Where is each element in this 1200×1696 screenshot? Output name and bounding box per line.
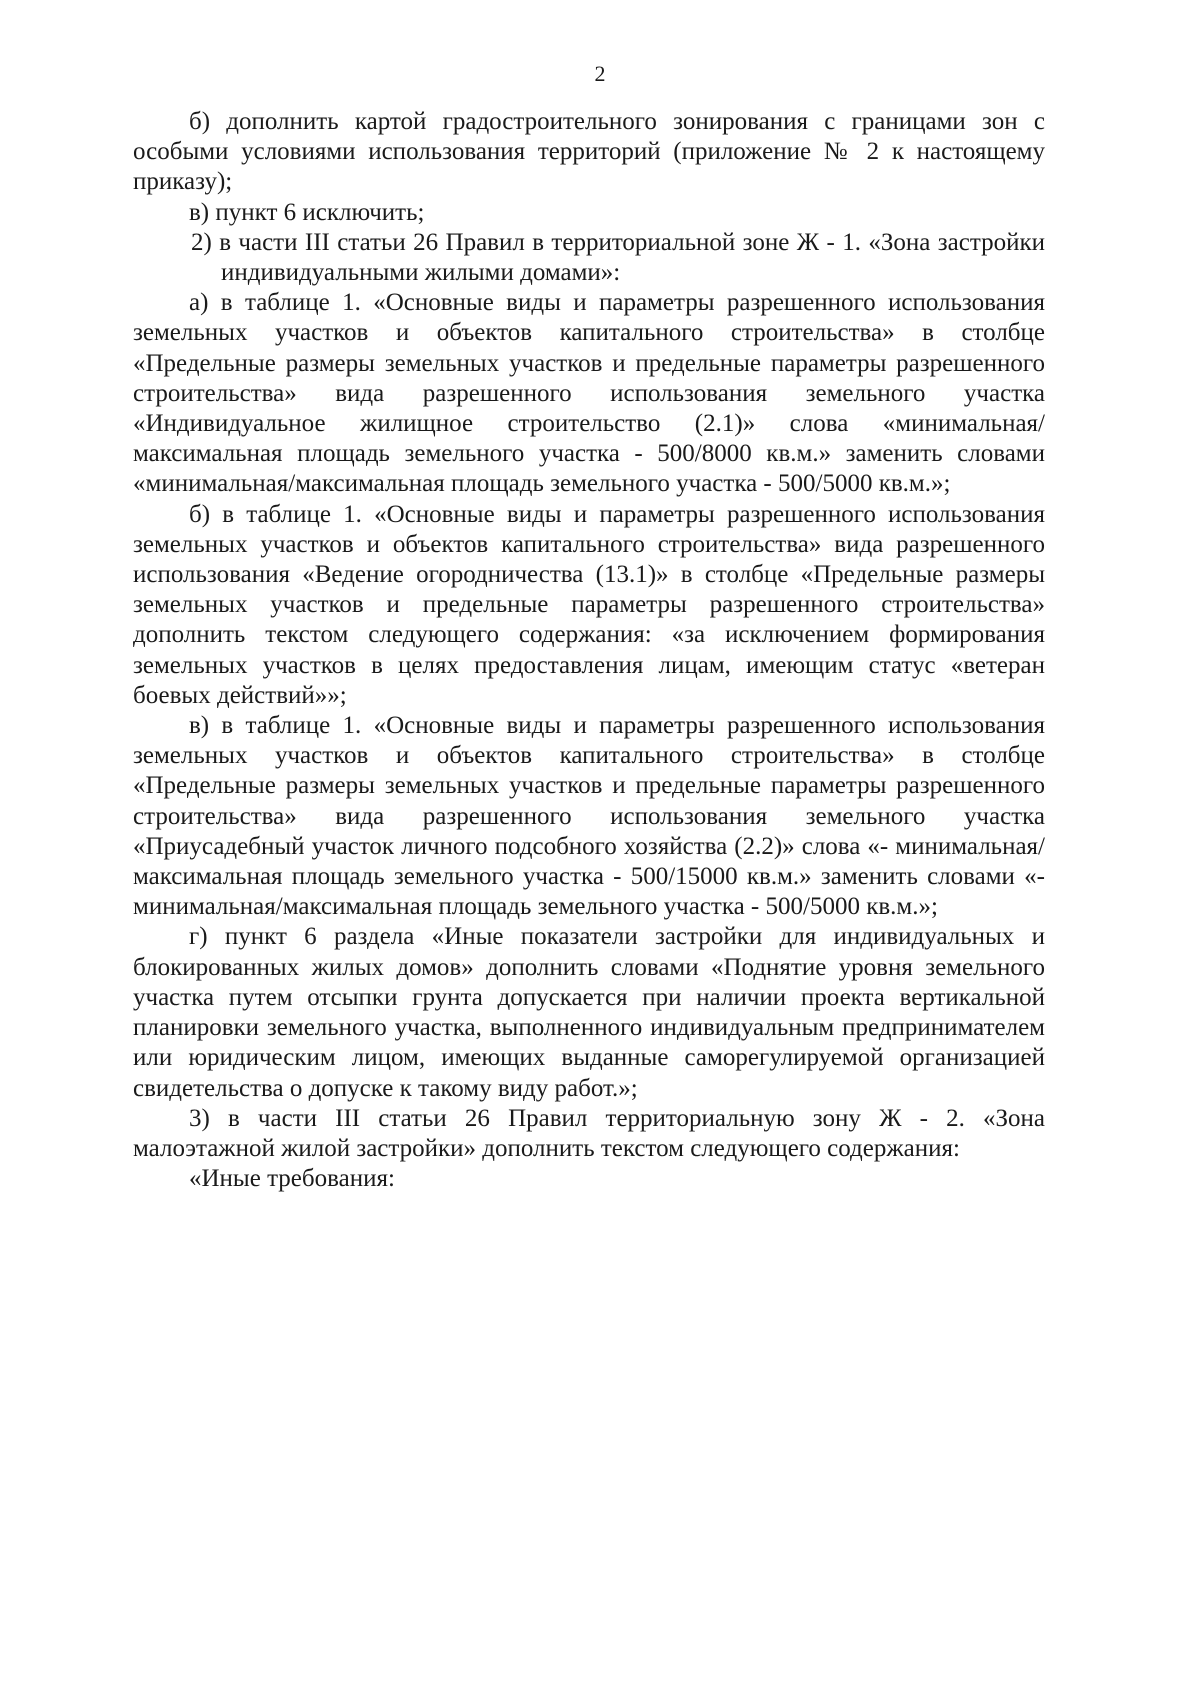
page-number: 2 [594,61,606,86]
paragraph-a-individual-housing: а) в таблице 1. «Основные виды и параметры разрешенного использования земельных участков и объектов капитального строительства» в столбце «Предельные размеры земельных участков и предельные параметры разрешенного строительства» вида разрешенного использования земельного участка «Индивидуальное жилищное строительство (2.1)» слова «минимальная/максимальная площадь земельного участка - 500/8000 кв.м.» заменить словами «минимальная/максимальная площадь земельного участка - 500/5000 кв.м.»; [133,289,1045,498]
paragraph-b-zoning-map: б) дополнить картой градостроительного зонирования с границами зон с особыми условиями использования территорий (приложение № 2 к настоящему приказу); [133,108,1045,196]
paragraph-v-exclude-item-6: в) пункт 6 исключить; [189,198,425,226]
paragraph-other-requirements: «Иные требования: [189,1165,395,1193]
document-body [133,107,1045,1194]
paragraph-g-other-indicators: г) пункт 6 раздела «Иные показатели застройки для индивидуальных и блокированных жилых домов» дополнить словами «Поднятие уровня земельного участка путем отсыпки грунта допускается при наличии проекта вертикальной планировки земельного участка, выполненного индивидуальным предпринимателем или юридическим лицом, имеющих выданные саморегулируемой организацией свидетельства о допуске к такому виду работ.»; [133,923,1045,1102]
paragraph-2-zone-zh1: 2) в части III статьи 26 Правил в территориальной зоне Ж - 1. «Зона застройки индивидуальными жилыми домами»: [191,228,1045,287]
paragraph-b-gardening: б) в таблице 1. «Основные виды и параметры разрешенного использования земельных участков и объектов капитального строительства» вида разрешенного использования «Ведение огородничества (13.1)» в столбце «Предельные размеры земельных участков и предельные параметры разрешенного строительства» дополнить текстом следующего содержания: «за исключением формирования земельных участков в целях предоставления лицам, имеющим статус «ветеран боевых действий»»; [133,500,1045,709]
paragraph-v-household-plot: в) в таблице 1. «Основные виды и параметры разрешенного использования земельных участков и объектов капитального строительства» в столбце «Предельные размеры земельных участков и предельные параметры разрешенного строительства» вида разрешенного использования земельного участка «Приусадебный участок личного подсобного хозяйства (2.2)» слова «- минимальная/максимальная площадь земельного участка - 500/15000 кв.м.» заменить словами «-минимальная/максимальная площадь земельного участка - 500/5000 кв.м.»; [133,712,1045,921]
paragraph-3-zone-zh2: 3) в части III статьи 26 Правил территориальную зону Ж - 2. «Зона малоэтажной жилой застройки» дополнить текстом следующего содержания: [133,1104,1045,1162]
